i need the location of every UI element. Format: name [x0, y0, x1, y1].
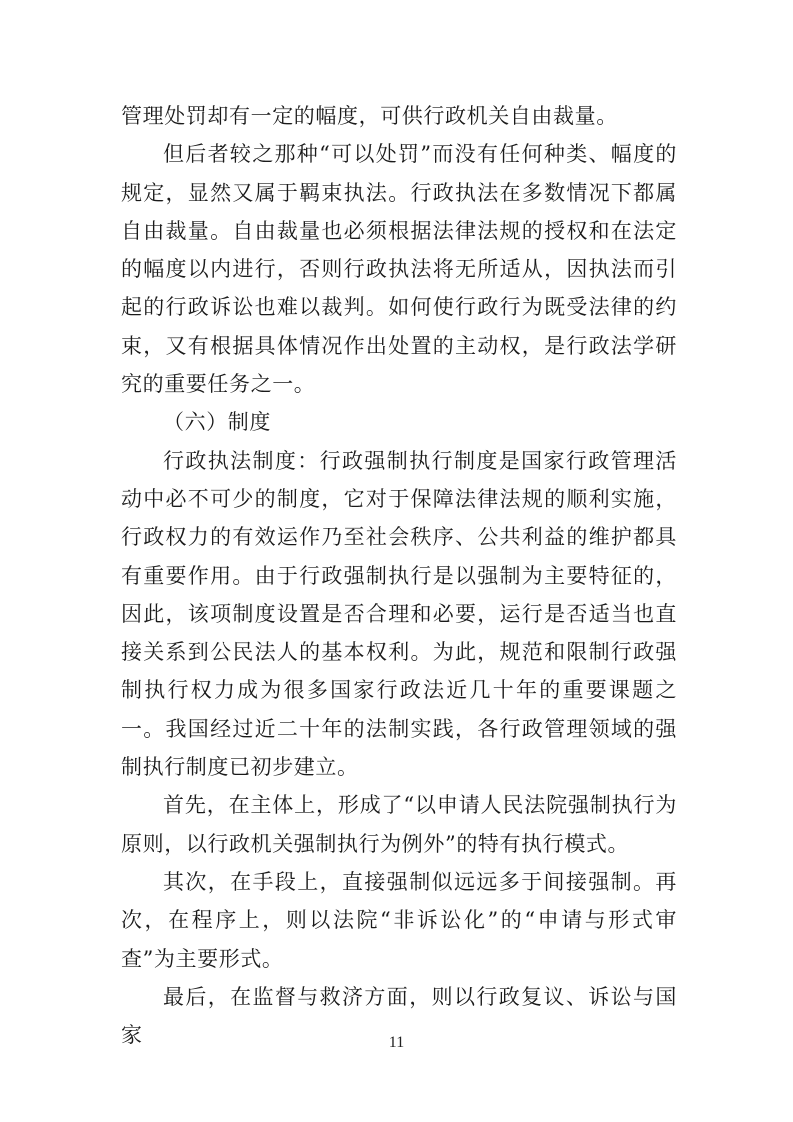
page-number: 11 — [388, 1034, 405, 1051]
section-heading-system: （六）制度 — [163, 410, 271, 435]
paragraph-discretion: 但后者较之那种“可以处罚”而没有任何种类、幅度的规定，显然又属于羁束执法。行政执法在多数情况下都属自由裁量。自由裁量也必须根据法律法规的授权和在法定的幅度以内进行，否则行政执法将无所适从，因执法而引起的行政诉讼也难以裁判。如何使行政行为既受法律的约束，又有根据具体情况作出处置的主动权，是行政法学研究的重要任务之一。 — [121, 142, 677, 397]
paragraph-second: 其次，在手段上，直接强制似远远多于间接强制。再次，在程序上，则以法院“非诉讼化”的“申请与形式审查”为主要形式。 — [121, 869, 677, 971]
paragraph-enforcement-system: 行政执法制度：行政强制执行制度是国家行政管理活动中必不可少的制度，它对于保障法律法规的顺利实施，行政权力的有效运作乃至社会秩序、公共利益的维护都具有重要作用。由于行政强制执行是以强制为主要特征的，因此，该项制度设置是否合理和必要，运行是否适当也直接关系到公民法人的基本权利。为此，规范和限制行政强制执行权力成为很多国家行政法近几十年的重要课题之一。我国经过近二十年的法制实践，各行政管理领域的强制执行制度已初步建立。 — [121, 448, 677, 780]
paragraph-last: 最后，在监督与救济方面，则以行政复议、诉讼与国家 — [121, 984, 677, 1048]
body-text — [121, 97, 677, 1054]
paragraph-continuation: 管理处罚却有一定的幅度，可供行政机关自由裁量。 — [121, 104, 618, 128]
paragraph-first: 首先，在主体上，形成了“以申请人民法院强制执行为原则，以行政机关强制执行为例外”的特有执行模式。 — [121, 793, 677, 856]
